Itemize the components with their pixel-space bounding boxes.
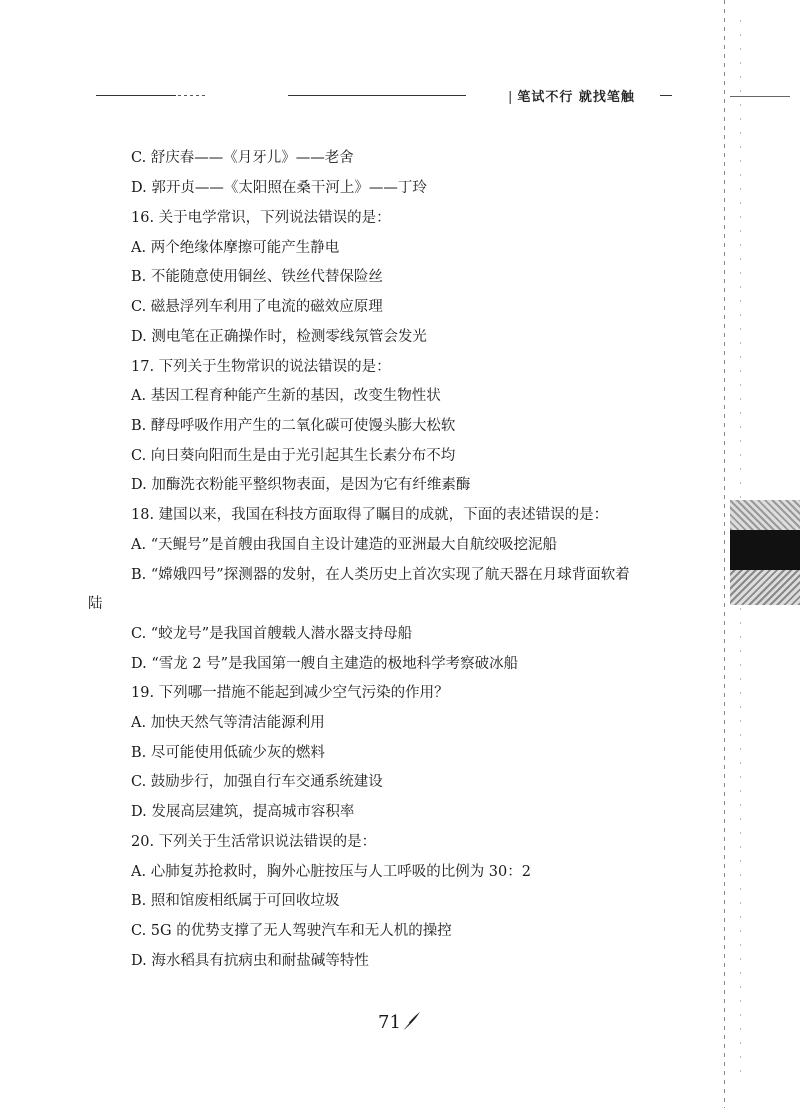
page-edge (724, 0, 725, 1108)
option-line: C. 舒庆春——《月牙儿》——老舍 (131, 150, 354, 166)
option-line: A. 加快天然气等清洁能源利用 (131, 715, 325, 731)
option-line: B. 酵母呼吸作用产生的二氧化碳可使馒头膨大松软 (131, 418, 456, 434)
header-rule-middle (288, 95, 466, 96)
header-rule-left (96, 95, 176, 96)
option-line: B. 照和馆废相纸属于可回收垃圾 (131, 893, 340, 909)
option-line: A. 两个绝缘体摩擦可能产生静电 (131, 240, 340, 256)
option-line: A. “天鲲号”是首艘由我国自主设计建造的亚洲最大自航绞吸挖泥船 (131, 537, 558, 553)
scan-dark-band (730, 530, 800, 570)
scan-noise-top (730, 500, 800, 530)
header-bar: | (508, 90, 514, 105)
header-rule-tail (660, 95, 672, 96)
header-title (508, 86, 635, 105)
option-line: D. 郭开贞——《太阳照在桑干河上》——丁玲 (131, 180, 427, 196)
page-number: 71 (378, 1012, 401, 1033)
question-line: 20. 下列关于生活常识说法错误的是： (131, 834, 377, 850)
option-line: A. 基因工程育种能产生新的基因，改变生物性状 (131, 388, 441, 404)
option-line: A. 心肺复苏抢救时，胸外心脏按压与人工呼吸的比例为 30：2 (131, 864, 531, 880)
option-line: B. “嫦娥四号”探测器的发射，在人类历史上首次实现了航天器在月球背面软着 (131, 567, 630, 583)
edge-rule (730, 96, 790, 97)
option-line: D. “雪龙 2 号”是我国第一艘自主建造的极地科学考察破冰船 (131, 656, 519, 672)
question-line: 18. 建国以来，我国在科技方面取得了瞩目的成就，下面的表述错误的是： (131, 507, 609, 523)
option-line: D. 测电笔在正确操作时，检测零线氖管会发光 (131, 329, 427, 345)
option-line-wrap: 陆 (88, 596, 103, 612)
option-line: B. 尽可能使用低硫少灰的燃料 (131, 745, 325, 761)
option-line: C. 鼓励步行，加强自行车交通系统建设 (131, 774, 383, 790)
option-line: D. 海水稻具有抗病虫和耐盐碱等特性 (131, 953, 369, 969)
question-line: 17. 下列关于生物常识的说法错误的是： (131, 359, 391, 375)
header-text: 笔试不行 就找笔触 (517, 90, 635, 105)
option-line: C. 5G 的优势支撑了无人驾驶汽车和无人机的操控 (131, 923, 452, 939)
option-line: C. “蛟龙号”是我国首艘载人潜水器支持母船 (131, 626, 413, 642)
option-line: B. 不能随意使用铜丝、铁丝代替保险丝 (131, 269, 383, 285)
option-line: D. 加酶洗衣粉能平整织物表面，是因为它有纤维素酶 (131, 477, 471, 493)
option-line: C. 向日葵向阳而生是由于光引起其生长素分布不均 (131, 448, 456, 464)
header-rule-dash (178, 95, 208, 96)
option-line: C. 磁悬浮列车利用了电流的磁效应原理 (131, 299, 383, 315)
scan-artifact (730, 500, 800, 610)
option-line: D. 发展高层建筑，提高城市容积率 (131, 804, 355, 820)
question-line: 16. 关于电学常识，下列说法错误的是： (131, 210, 391, 226)
question-line: 19. 下列哪一措施不能起到减少空气污染的作用？ (131, 685, 449, 701)
scan-noise-bottom (730, 570, 800, 605)
quill-pen-icon (400, 1010, 422, 1032)
